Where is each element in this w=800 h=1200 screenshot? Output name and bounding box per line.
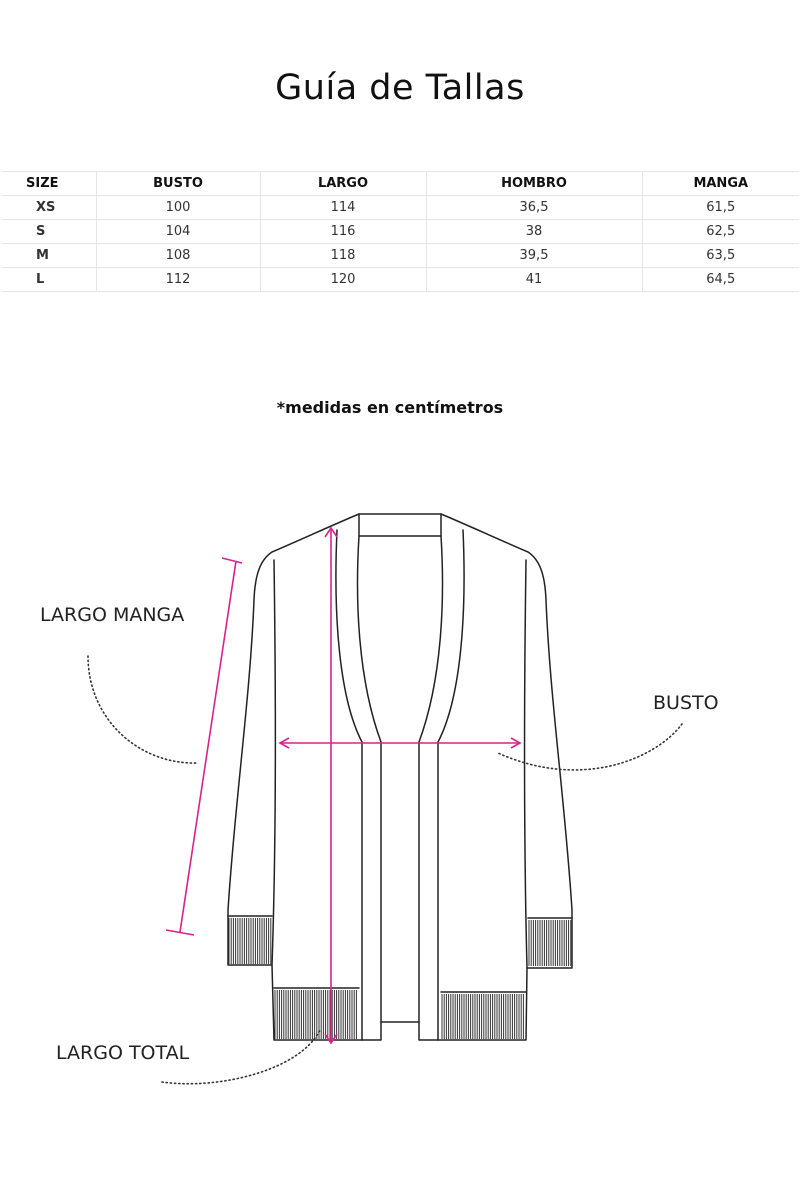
column-header-size: SIZE: [2, 172, 96, 196]
manga-cell: 62,5: [642, 220, 799, 244]
column-header-hombro: HOMBRO: [426, 172, 642, 196]
label-leaders: [88, 656, 682, 1084]
size-cell: M: [2, 244, 96, 268]
busto-cell: 108: [96, 244, 260, 268]
ribbing-texture: [229, 918, 571, 1039]
largo-cell: 116: [260, 220, 426, 244]
column-header-largo: LARGO: [260, 172, 426, 196]
manga-cell: 61,5: [642, 196, 799, 220]
sleeve-leader: [88, 656, 198, 763]
hombro-cell: 38: [426, 220, 642, 244]
page-title: Guía de Tallas: [275, 68, 525, 108]
units-note: *medidas en centímetros: [276, 398, 504, 417]
largo-cell: 118: [260, 244, 426, 268]
busto-cell: 104: [96, 220, 260, 244]
busto-cell: 100: [96, 196, 260, 220]
hombro-cell: 39,5: [426, 244, 642, 268]
hombro-cell: 36,5: [426, 196, 642, 220]
label-busto: BUSTO: [653, 692, 719, 714]
hombro-cell: 41: [426, 268, 642, 292]
largo-cell: 120: [260, 268, 426, 292]
size-cell: S: [2, 220, 96, 244]
neck-band: [359, 514, 441, 536]
measurement-lines: [166, 528, 520, 1043]
size-cell: XS: [2, 196, 96, 220]
busto-cell: 112: [96, 268, 260, 292]
sleeve-measure-line: [180, 561, 236, 932]
label-largo-total: LARGO TOTAL: [56, 1042, 190, 1064]
column-header-manga: MANGA: [642, 172, 799, 196]
manga-cell: 63,5: [642, 244, 799, 268]
size-cell: L: [2, 268, 96, 292]
manga-cell: 64,5: [642, 268, 799, 292]
column-header-busto: BUSTO: [96, 172, 260, 196]
label-largo-manga: LARGO MANGA: [40, 604, 185, 626]
bust-leader: [498, 724, 682, 770]
largo-cell: 114: [260, 196, 426, 220]
